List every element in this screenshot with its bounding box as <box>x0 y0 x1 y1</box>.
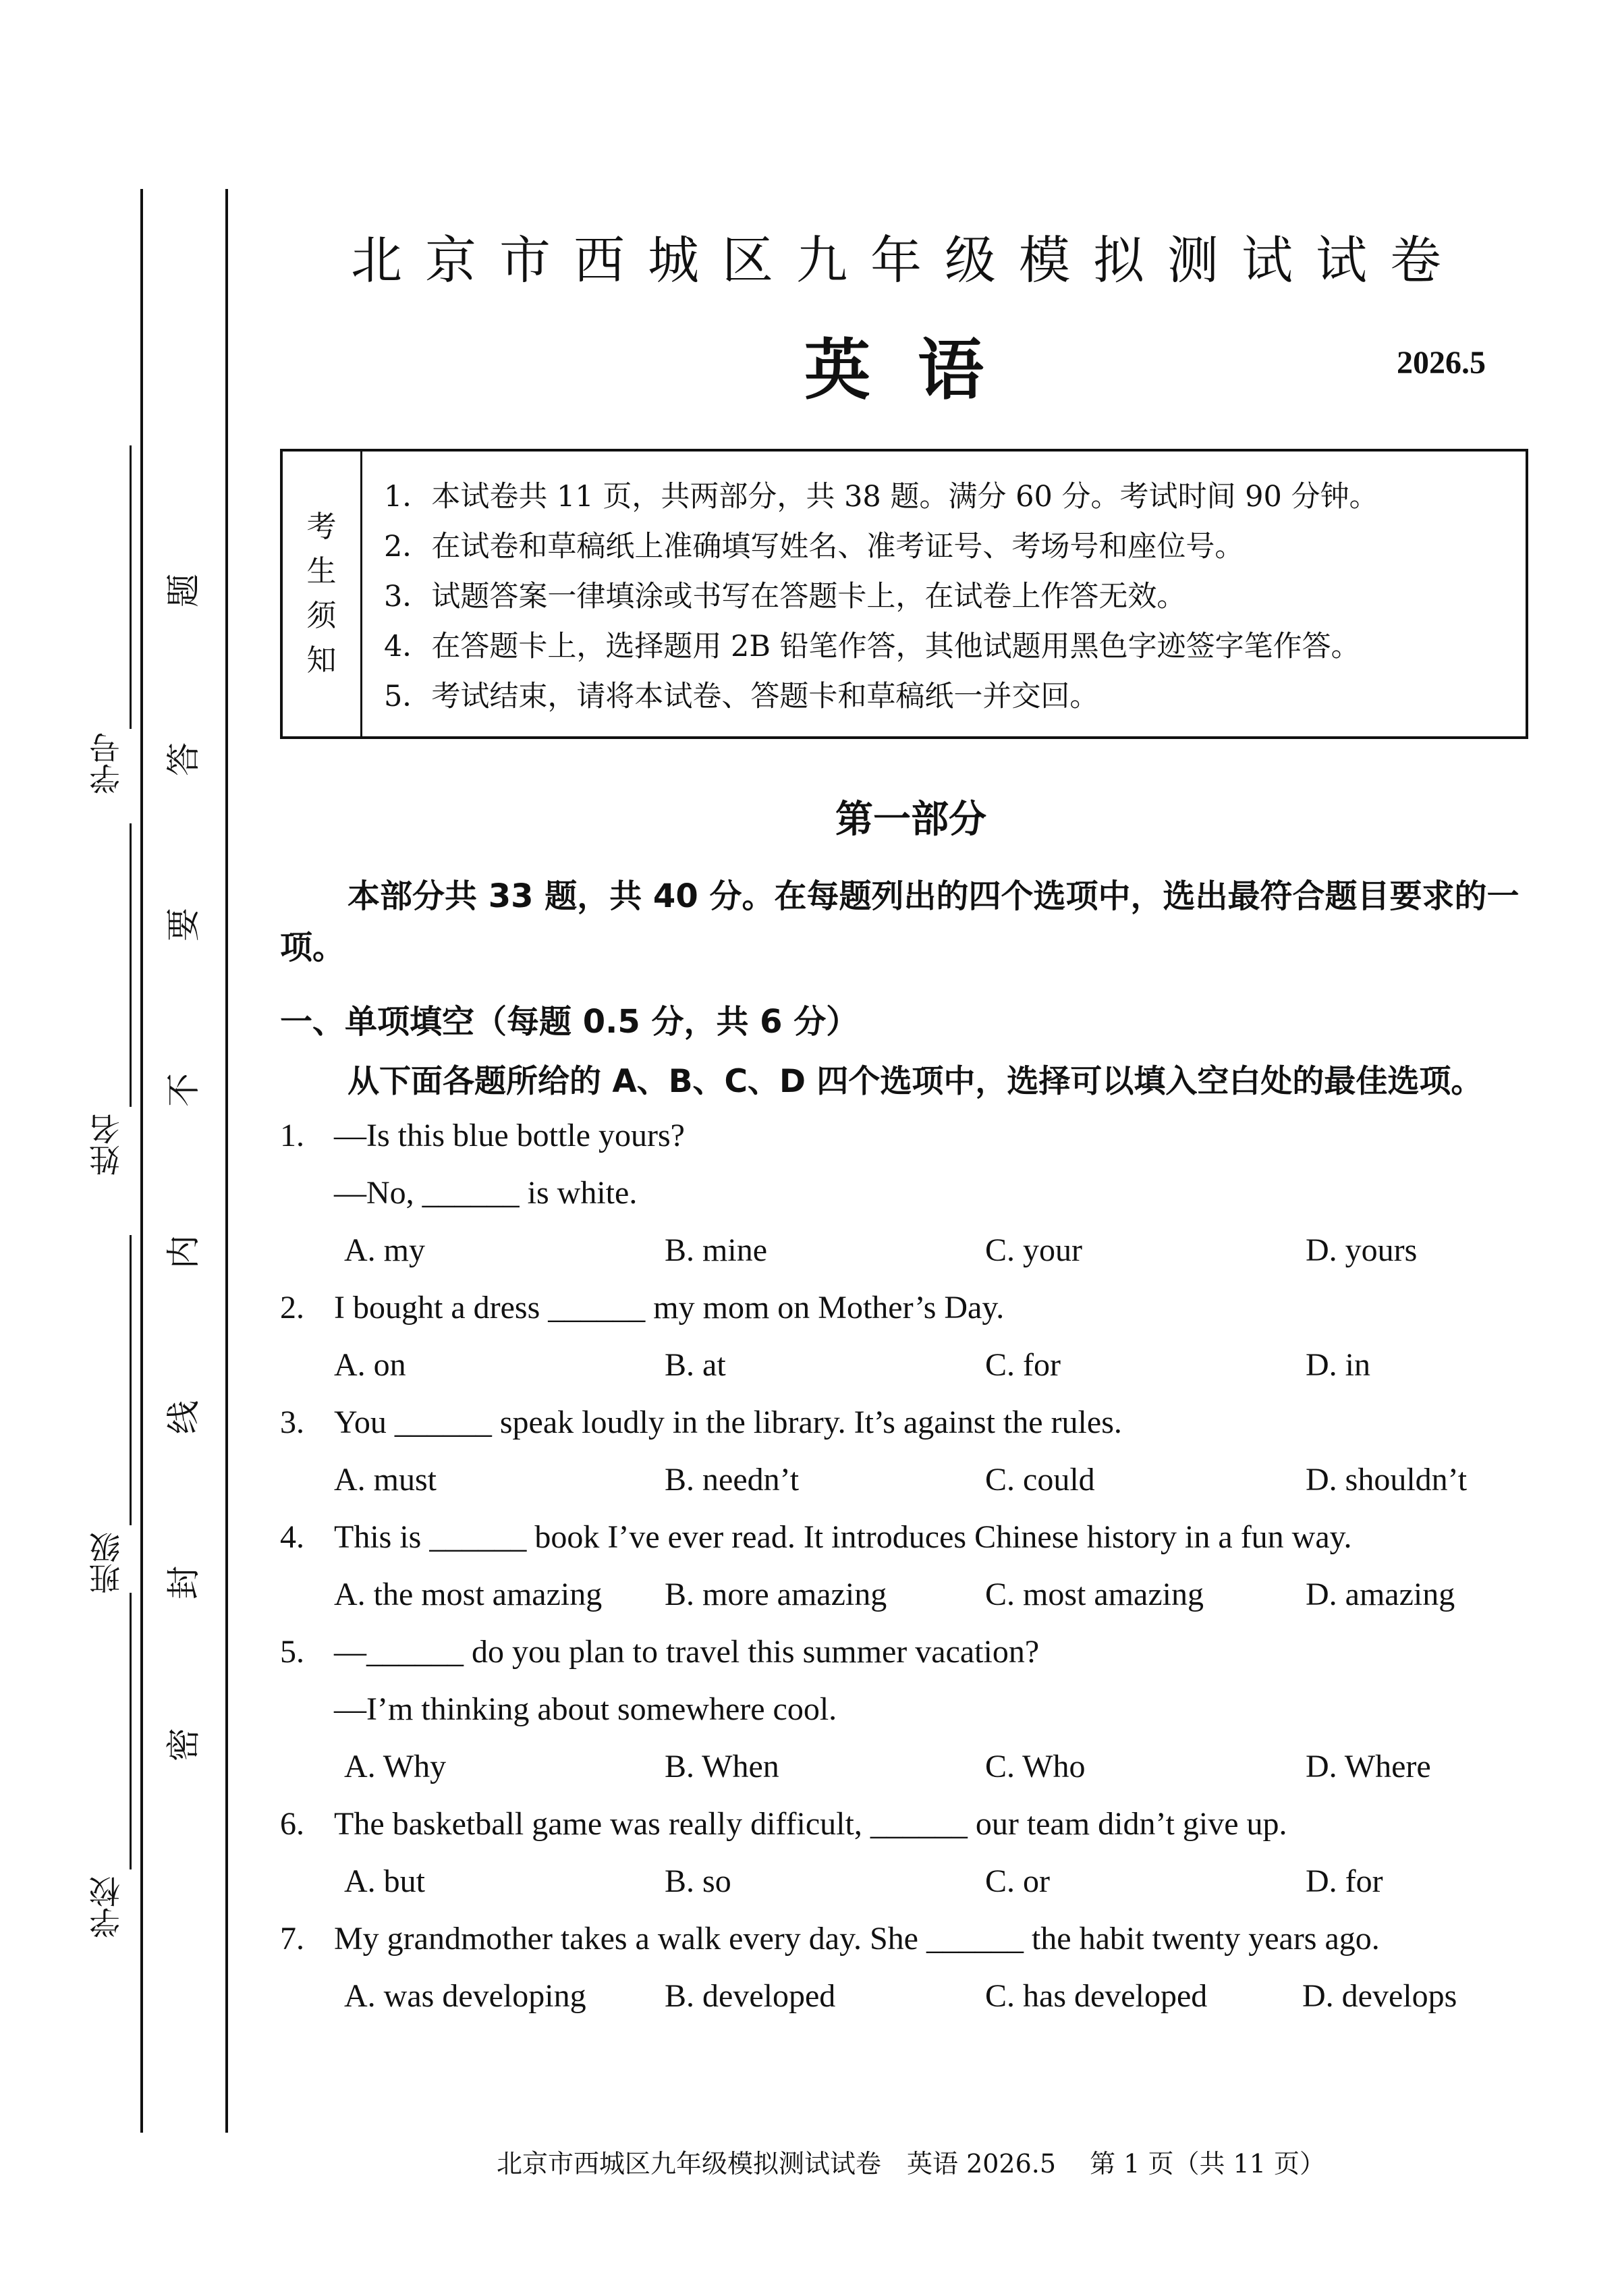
question-number: 2. <box>280 1290 304 1325</box>
question-stem <box>280 1519 1352 1556</box>
question-text: The basketball game was really difficult, ______ our team didn’t give up. <box>334 1806 1287 1842</box>
option-d[interactable]: D. develops <box>1302 1978 1457 2014</box>
student-id-blank[interactable] <box>130 445 132 729</box>
option-b[interactable]: B. so <box>665 1863 731 1899</box>
seal-char: 要 <box>164 908 203 941</box>
option-a[interactable]: A. the most amazing <box>334 1577 603 1612</box>
notice-label <box>283 452 362 736</box>
notice-item: 1．本试卷共 11 页，共两部分，共 38 题。满分 60 分。考试时间 90 分钟。 <box>384 480 1378 514</box>
seal-char: 封 <box>164 1566 203 1600</box>
option-a[interactable]: A. on <box>334 1347 406 1383</box>
seal-char: 密 <box>164 1728 203 1761</box>
question-stem <box>280 1289 1004 1326</box>
page-footer: 北京市西城区九年级模拟测试试卷 英语 2026.5 第 1 页（共 11 页） <box>497 2149 1325 2179</box>
notice-label-char: 生 <box>306 554 337 589</box>
question-text: My grandmother takes a walk every day. She ______ the habit twenty years ago. <box>334 1921 1380 1957</box>
notice-label-char: 考 <box>306 510 337 544</box>
option-a[interactable]: A. Why <box>344 1749 447 1784</box>
option-d[interactable]: D. Where <box>1306 1749 1431 1784</box>
part-title: 第一部分 <box>835 798 986 842</box>
notice-box <box>280 449 1528 739</box>
option-d[interactable]: D. amazing <box>1306 1577 1455 1612</box>
question-number: 5. <box>280 1634 304 1670</box>
question-stem <box>334 1174 637 1211</box>
question-stem <box>280 1805 1287 1842</box>
option-a[interactable]: A. my <box>344 1232 425 1268</box>
part-description: 本部分共 33 题，共 40 分。在每题列出的四个选项中，选出最符合题目要求的一项。 <box>280 877 1519 966</box>
question-text: —I’m thinking about somewhere cool. <box>334 1691 837 1727</box>
question-stem <box>334 1691 837 1728</box>
option-b[interactable]: B. mine <box>665 1232 767 1268</box>
question-stem <box>280 1117 685 1154</box>
option-d[interactable]: D. shouldn’t <box>1306 1462 1468 1498</box>
question-text: You ______ speak loudly in the library. It’s against the rules. <box>334 1404 1122 1440</box>
notice-label-char: 须 <box>306 599 337 633</box>
option-d[interactable]: D. yours <box>1306 1232 1418 1268</box>
option-b[interactable]: B. When <box>665 1749 779 1784</box>
binding-line-inner <box>225 189 228 2133</box>
option-b[interactable]: B. more amazing <box>665 1577 887 1612</box>
notice-label-char: 知 <box>306 643 337 678</box>
question-number: 4. <box>280 1519 304 1555</box>
school-blank[interactable] <box>130 1593 132 1869</box>
question-text: I bought a dress ______ my mom on Mother’s Day. <box>334 1290 1005 1325</box>
exam-date: 2026.5 <box>1397 345 1486 381</box>
option-c[interactable]: C. for <box>985 1347 1061 1383</box>
seal-char: 线 <box>164 1400 203 1434</box>
question-stem <box>280 1404 1122 1441</box>
option-a[interactable]: A. was developing <box>344 1978 586 2014</box>
option-c[interactable]: C. Who <box>985 1749 1086 1784</box>
exam-title: 北京市西城区九年级模拟测试试卷 <box>351 230 1464 290</box>
question-stem <box>280 1633 1039 1670</box>
name-label: 姓名 <box>88 1114 125 1176</box>
subject-title: 英语 <box>804 332 1031 409</box>
question-text: —No, ______ is white. <box>334 1175 638 1211</box>
notice-list <box>384 472 1512 721</box>
question-text: —Is this blue bottle yours? <box>334 1118 685 1153</box>
name-blank[interactable] <box>130 823 132 1107</box>
class-blank[interactable] <box>130 1235 132 1525</box>
notice-item: 5．考试结束，请将本试卷、答题卡和草稿纸一并交回。 <box>384 680 1099 713</box>
notice-item: 2．在试卷和草稿纸上准确填写姓名、准考证号、考场号和座位号。 <box>384 530 1244 564</box>
question-text: —______ do you plan to travel this summer vacation? <box>334 1634 1040 1670</box>
option-d[interactable]: D. for <box>1306 1863 1383 1899</box>
option-b[interactable]: B. developed <box>665 1978 836 2014</box>
option-b[interactable]: B. needn’t <box>665 1462 800 1498</box>
school-label: 学校 <box>88 1876 125 1938</box>
option-a[interactable]: A. must <box>334 1462 437 1498</box>
question-stem <box>280 1920 1380 1957</box>
option-c[interactable]: C. most amazing <box>985 1577 1204 1612</box>
question-number: 7. <box>280 1921 304 1957</box>
binding-line-outer <box>140 189 143 2133</box>
section-title: 一、单项填空（每题 0.5 分，共 6 分） <box>280 1003 859 1041</box>
option-a[interactable]: A. but <box>344 1863 425 1899</box>
question-number: 1. <box>280 1118 304 1153</box>
question-number: 3. <box>280 1404 304 1440</box>
option-c[interactable]: C. could <box>985 1462 1095 1498</box>
question-number: 6. <box>280 1806 304 1842</box>
notice-item: 3．试题答案一律填涂或书写在答题卡上，在试卷上作答无效。 <box>384 580 1186 613</box>
notice-item: 4．在答题卡上，选择题用 2B 铅笔作答，其他试题用黑色字迹签字笔作答。 <box>384 630 1360 663</box>
option-c[interactable]: C. or <box>985 1863 1050 1899</box>
seal-char: 内 <box>164 1235 203 1269</box>
student-id-label: 学号 <box>88 732 125 794</box>
option-d[interactable]: D. in <box>1306 1347 1370 1383</box>
section-instruction: 从下面各题所给的 A、B、C、D 四个选项中，选择可以填入空白处的最佳选项。 <box>347 1063 1483 1100</box>
option-b[interactable]: B. at <box>665 1347 726 1383</box>
question-text: This is ______ book I’ve ever read. It introduces Chinese history in a fun way. <box>334 1519 1352 1555</box>
seal-char: 不 <box>164 1073 203 1107</box>
option-c[interactable]: C. has developed <box>985 1978 1208 2014</box>
class-label: 班级 <box>88 1532 125 1594</box>
seal-char: 题 <box>164 574 203 607</box>
seal-char: 答 <box>164 742 203 776</box>
option-c[interactable]: C. your <box>985 1232 1082 1268</box>
